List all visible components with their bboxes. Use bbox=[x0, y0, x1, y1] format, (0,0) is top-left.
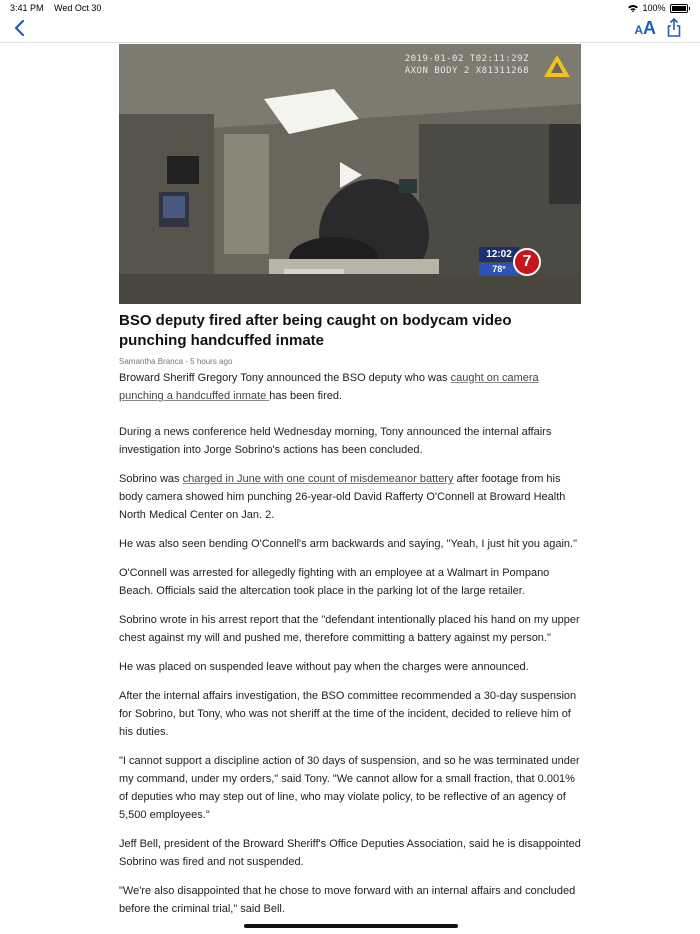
p2-text-after: after footage from his body camera showed him punching 26-year-old David Rafferty O'Connell at Broward Health North Medical Center on Jan. 2. bbox=[119, 473, 566, 521]
paragraph-3: He was also seen bending O'Connell's arm backwards and saying, "Yeah, I just hit you again." bbox=[119, 538, 577, 550]
channel-temp: 78° bbox=[479, 263, 519, 276]
channel-time: 12:02 bbox=[479, 247, 519, 262]
lead-text-after: has been fired. bbox=[269, 390, 343, 402]
camera-timestamp bbox=[405, 53, 529, 77]
lead-link[interactable]: caught on camera punching a handcuffed inmate bbox=[119, 372, 539, 402]
font-size-small-label: A bbox=[634, 23, 643, 37]
paragraph-9: Jeff Bell, president of the Broward Sheriff's Office Deputies Association, said he is disappointed Sobrino was fired and not suspended. bbox=[119, 838, 581, 868]
paragraph-8: "I cannot support a discipline action of 30 days of suspension, and so he was terminated under my command, under my orders," said Tony. "We cannot allow for a small fraction, that 0.001% of deputies who may step out of line, who may violate policy, to be reflective of an agency of 5,500 employees." bbox=[119, 755, 580, 821]
paragraph-4: O'Connell was arrested for allegedly fighting with an employee at a Walmart in Pompano Beach. Officials said the altercation took place in the parking lot of the large retailer. bbox=[119, 567, 550, 597]
article-lead bbox=[119, 369, 581, 405]
font-size-big-label: A bbox=[643, 18, 656, 38]
p2-text-before: Sobrino was bbox=[119, 473, 183, 485]
share-icon[interactable] bbox=[666, 18, 682, 38]
paragraph-6: He was placed on suspended leave without pay when the charges were announced. bbox=[119, 661, 529, 673]
paragraph-2 bbox=[119, 470, 581, 524]
font-size-button[interactable] bbox=[634, 18, 656, 39]
wifi-icon bbox=[628, 4, 638, 12]
battery-icon bbox=[670, 4, 688, 13]
article bbox=[119, 311, 581, 918]
lead-text-before: Broward Sheriff Gregory Tony announced the BSO deputy who was bbox=[119, 372, 451, 384]
status-bar bbox=[0, 0, 700, 16]
chevron-left-icon[interactable] bbox=[12, 18, 28, 38]
status-date: Wed Oct 30 bbox=[54, 3, 102, 13]
status-time: 3:41 PM bbox=[10, 3, 44, 13]
article-byline: Samantha Branca - 5 hours ago bbox=[119, 357, 233, 366]
paragraph-1: During a news conference held Wednesday morning, Tony announced the internal affairs investigation into Jorge Sobrino's actions has been concluded. bbox=[119, 426, 552, 456]
play-icon[interactable] bbox=[338, 160, 364, 190]
channel-badge bbox=[479, 247, 543, 279]
camera-timestamp-line2: AXON BODY 2 X81311268 bbox=[404, 66, 529, 76]
bodycam-video-player[interactable] bbox=[119, 44, 581, 304]
battery-tip bbox=[689, 7, 691, 10]
article-headline: BSO deputy fired after being caught on bodycam video punching handcuffed inmate bbox=[119, 312, 512, 349]
paragraph-5: Sobrino wrote in his arrest report that the "defendant intentionally placed his hand on my upper chest against my will and pushed me, therefore committing a battery against my person." bbox=[119, 614, 580, 644]
battery-percent: 100% bbox=[642, 3, 666, 13]
axon-logo-icon bbox=[543, 54, 571, 78]
p2-link[interactable]: charged in June with one count of misdemeanor battery bbox=[182, 473, 454, 485]
channel-logo: 7 bbox=[513, 248, 541, 276]
home-indicator[interactable] bbox=[244, 924, 458, 928]
status-left bbox=[10, 3, 109, 13]
status-right bbox=[628, 3, 690, 13]
paragraph-7: After the internal affairs investigation, the BSO committee recommended a 30-day suspension for Sobrino, but Tony, who was not sheriff at the time of the incident, decided to relieve him of his duties. bbox=[119, 690, 577, 738]
paragraph-10: "We're also disappointed that he chose to move forward with an internal affairs and concluded before the criminal trial," said Bell. bbox=[119, 885, 576, 915]
nav-bar bbox=[0, 16, 700, 43]
camera-timestamp-line1: 2019-01-02 T02:11:29Z bbox=[404, 54, 529, 64]
